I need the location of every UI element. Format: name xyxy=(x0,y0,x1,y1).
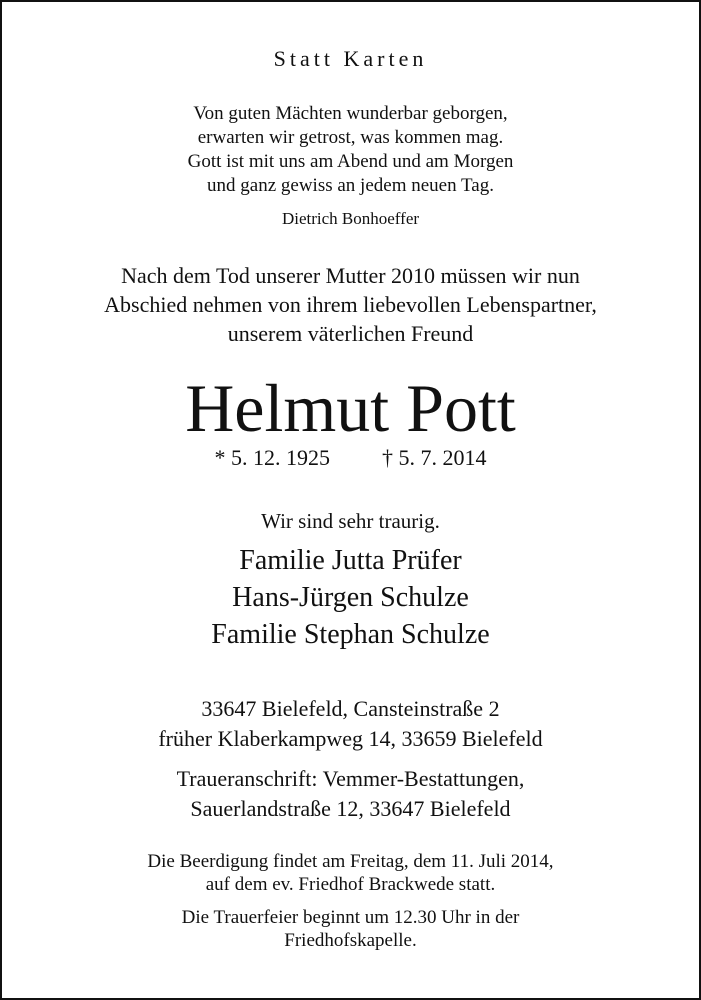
address-line: früher Klaberkampweg 14, 33659 Bielefeld xyxy=(158,726,543,751)
mourner-name: Hans-Jürgen Schulze xyxy=(232,582,469,613)
family-address xyxy=(2,694,699,754)
memorial-service-info xyxy=(2,906,699,952)
poem-line: erwarten wir getrost, was kommen mag. xyxy=(197,127,504,148)
service-line: Friedhofskapelle. xyxy=(284,930,417,951)
grief-statement: Wir sind sehr traurig. xyxy=(261,509,440,533)
intro-line: Abschied nehmen von ihrem liebevollen Lebenspartner, xyxy=(104,292,597,317)
funeral-line: auf dem ev. Friedhof Brackwede statt. xyxy=(205,874,496,895)
mourning-address xyxy=(2,764,699,824)
funeral-info xyxy=(2,850,699,896)
death-date: † 5. 7. 2014 xyxy=(382,445,487,470)
intro-line: Nach dem Tod unserer Mutter 2010 müssen wir nun xyxy=(121,263,580,288)
poem-line: Von guten Mächten wunderbar geborgen, xyxy=(193,103,508,124)
mourning-address-line: Sauerlandstraße 12, 33647 Bielefeld xyxy=(190,796,511,821)
life-dates xyxy=(2,444,699,472)
service-line: Die Trauerfeier beginnt um 12.30 Uhr in der xyxy=(181,907,520,928)
address-line: 33647 Bielefeld, Cansteinstraße 2 xyxy=(201,696,500,721)
funeral-line: Die Beerdigung findet am Freitag, dem 11. Juli 2014, xyxy=(147,851,554,872)
poem-line: und ganz gewiss an jedem neuen Tag. xyxy=(207,175,494,196)
mourner-name: Familie Jutta Prüfer xyxy=(239,545,462,576)
intro-line: unserem väterlichen Freund xyxy=(227,321,474,346)
mourner-name: Familie Stephan Schulze xyxy=(211,619,490,650)
birth-date: * 5. 12. 1925 xyxy=(214,445,330,470)
deceased-name: Helmut Pott xyxy=(185,370,516,446)
intro-text xyxy=(2,261,699,348)
poem-quote xyxy=(2,102,699,198)
header-statt-karten: Statt Karten xyxy=(273,46,428,71)
mourning-address-line: Traueranschrift: Vemmer-Bestattungen, xyxy=(176,766,525,791)
poem-line: Gott ist mit uns am Abend und am Morgen xyxy=(187,151,514,172)
poem-author: Dietrich Bonhoeffer xyxy=(281,209,420,228)
mourners-list xyxy=(2,542,699,653)
